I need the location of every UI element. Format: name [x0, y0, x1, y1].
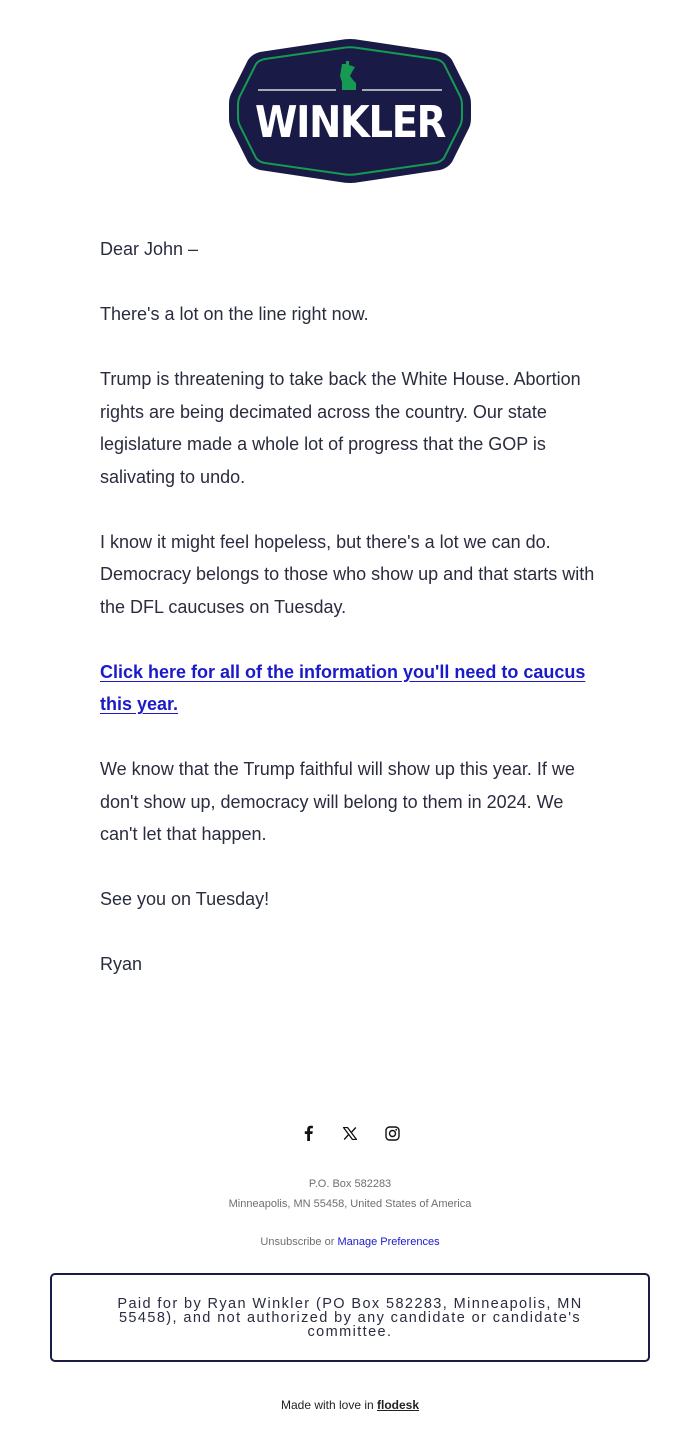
- manage-preferences-link[interactable]: Manage Preferences: [337, 1236, 440, 1248]
- facebook-icon[interactable]: [300, 1122, 316, 1144]
- logo-wordmark: WINKLER: [255, 97, 446, 148]
- flodesk-link[interactable]: flodesk: [377, 1398, 420, 1412]
- address-line-2: Minneapolis, MN 55458, United States of America: [228, 1198, 472, 1210]
- caucus-info-link[interactable]: Click here for all of the information you'll need to caucus this year.: [100, 661, 586, 714]
- made-with-footer: [0, 1396, 700, 1414]
- paragraph-1: There's a lot on the line right now.: [100, 304, 369, 324]
- paid-for-disclaimer-box: [50, 1273, 650, 1362]
- email-body: [100, 233, 600, 1013]
- paragraph-3: I know it might feel hopeless, but there's a lot we can do. Democracy belongs to those who show up and that starts with the DFL caucuses on Tuesday.: [100, 531, 595, 617]
- signature: Ryan: [100, 954, 143, 974]
- paragraph-4: We know that the Trump faithful will show up this year. If we don't show up, democracy will belong to them in 2024. We can't let that happen.: [100, 759, 575, 844]
- instagram-icon[interactable]: [384, 1122, 400, 1144]
- unsubscribe-link[interactable]: Unsubscribe: [260, 1236, 322, 1248]
- social-links: [0, 1122, 700, 1144]
- or-text: or: [321, 1236, 338, 1248]
- paid-for-disclaimer: Paid for by Ryan Winkler (PO Box 582283, Minneapolis, MN 55458), and not authorized by any candidate or candidate's committee.: [117, 1295, 583, 1340]
- x-icon[interactable]: [342, 1122, 358, 1144]
- paragraph-5: See you on Tuesday!: [100, 889, 270, 909]
- address-line-1: P.O. Box 582283: [308, 1178, 392, 1190]
- subscription-links: [0, 1233, 700, 1251]
- made-with-text: Made with love in: [280, 1398, 378, 1412]
- paragraph-2: Trump is threatening to take back the White House. Abortion rights are being decimated across the country. Our state legislature made a whole lot of progress that the GOP is salivating to undo.: [100, 369, 581, 487]
- mailing-address: [0, 1174, 700, 1214]
- winkler-logo: [228, 38, 472, 184]
- greeting: Dear John –: [100, 239, 199, 259]
- cta-paragraph: [100, 656, 600, 721]
